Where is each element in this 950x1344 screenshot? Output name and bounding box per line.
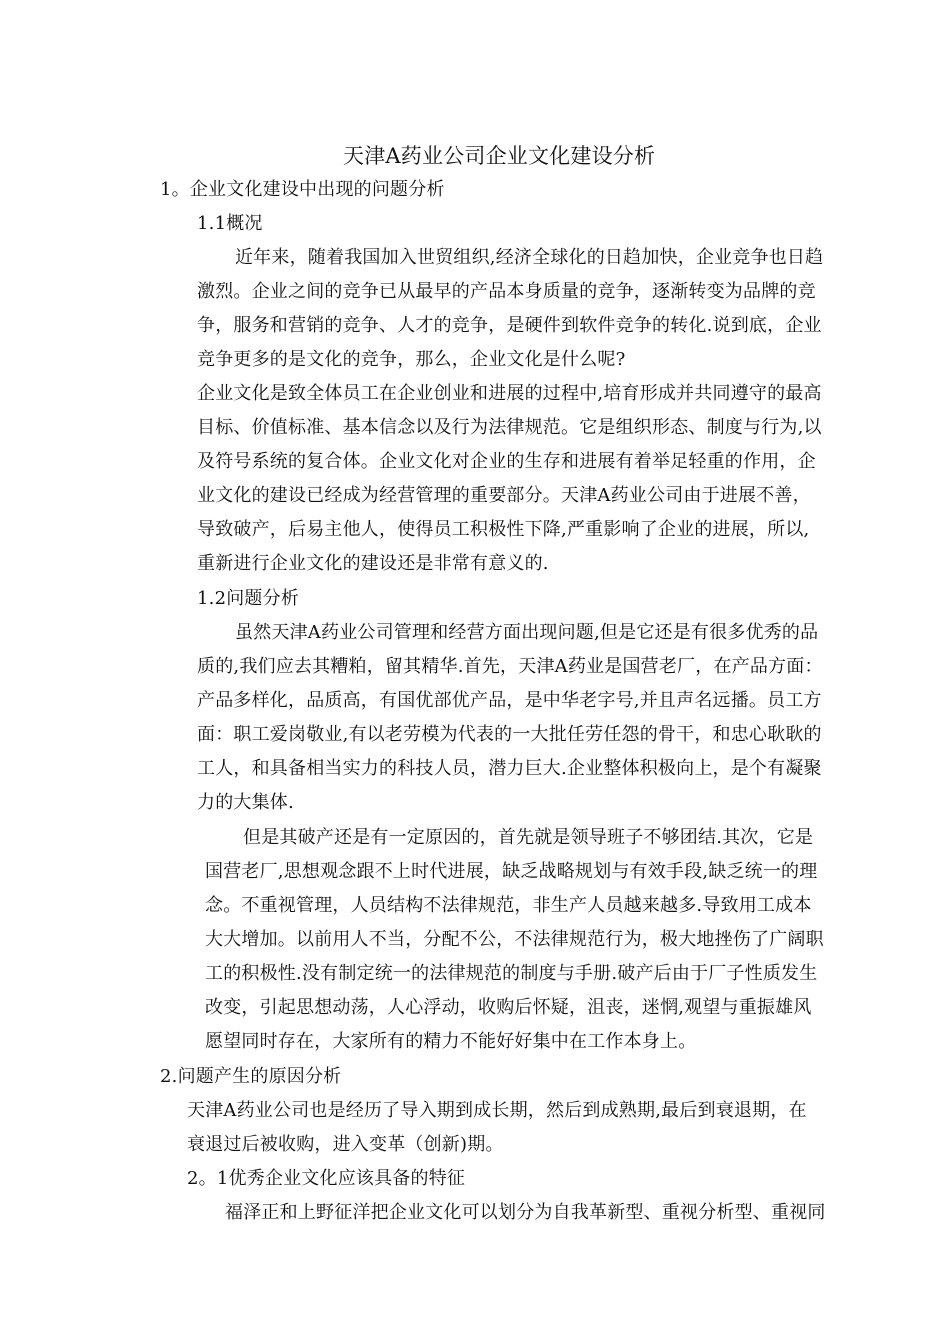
paragraph-line: 重新进行企业文化的建设还是非常有意义的. (197, 553, 549, 574)
paragraph-line: 激烈。企业之间的竞争已从最早的产品本身质量的竞争，逐渐转变为品牌的竞 (197, 281, 816, 302)
paragraph-line: 企业文化是致全体员工在企业创业和进展的过程中,培育形成并共同遵守的最高 (197, 383, 822, 404)
paragraph-line: 近年来，随着我国加入世贸组织,经济全球化的日趋加快，企业竞争也日趋 (235, 247, 824, 268)
paragraph-line: 虽然天津A药业公司管理和经营方面出现问题,但是它还是有很多优秀的品 (235, 622, 819, 643)
subsection-1-1-heading: 1.1概况 (197, 213, 263, 234)
paragraph-line: 天津A药业公司也是经历了导入期到成长期，然后到成熟期,最后到衰退期，在 (187, 1100, 807, 1121)
paragraph-line: 改变，引起思想动荡，人心浮动，收购后怀疑，沮丧，迷惘,观望与重振雄风 (205, 997, 812, 1018)
paragraph-line: 福泽正和上野征洋把企业文化可以划分为自我革新型、重视分析型、重视同 (225, 1202, 826, 1223)
paragraph-line: 衰退过后被收购，进入变革（创新)期。 (187, 1134, 504, 1155)
paragraph-line: 工人，和具备相当实力的科技人员，潜力巨大.企业整体积极向上，是个有凝聚 (197, 758, 822, 779)
subsection-2-1-heading: 2。1优秀企业文化应该具备的特征 (187, 1168, 466, 1189)
paragraph-line: 大大增加。以前用人不当，分配不公，不法律规范行为，极大地挫伤了广阔职 (205, 929, 824, 950)
paragraph-line: 争，服务和营销的竞争、人才的竞争，是硬件到软件竞争的转化.说到底，企业 (197, 315, 822, 336)
paragraph-line: 国营老厂,思想观念跟不上时代进展，缺乏战略规划与有效手段,缺乏统一的理 (205, 861, 818, 882)
paragraph-line: 但是其破产还是有一定原因的，首先就是领导班子不够团结.其次，它是 (243, 827, 814, 848)
paragraph-line: 面：职工爱岗敬业,有以老劳模为代表的一大批任劳任怨的骨干，和忠心耿耿的 (197, 724, 822, 745)
paragraph-line: 导致破产，后易主他人，使得员工积极性下降,严重影响了企业的进展，所以, (197, 519, 810, 540)
paragraph-line: 竞争更多的是文化的竞争，那么，企业文化是什么呢? (197, 349, 626, 370)
paragraph-line: 目标、价值标准、基本信念以及行为法律规范。它是组织形态、制度与行为,以 (197, 417, 822, 438)
paragraph-line: 念。不重视管理，人员结构不法律规范，非生产人员越来越多.导致用工成本 (205, 895, 812, 916)
document-title: 天津A药业公司企业文化建设分析 (343, 144, 656, 168)
paragraph-line: 产品多样化，品质高，有国优部优产品，是中华老字号,并且声名远播。员工方 (197, 690, 822, 711)
paragraph-line: 业文化的建设已经成为经营管理的重要部分。天津A药业公司由于进展不善， (197, 485, 811, 506)
paragraph-line: 力的大集体. (197, 792, 294, 813)
section-1-heading: 1。企业文化建设中出现的问题分析 (160, 179, 445, 200)
paragraph-line: 愿望同时存在，大家所有的精力不能好好集中在工作本身上。 (205, 1031, 697, 1052)
section-2-heading: 2.问题产生的原因分析 (160, 1066, 342, 1087)
paragraph-line: 工的积极性.没有制定统一的法律规范的制度与手册.破产后由于厂子性质发生 (205, 963, 818, 984)
paragraph-line: 及符号系统的复合体。企业文化对企业的生存和进展有着举足轻重的作用，企 (197, 451, 816, 472)
paragraph-line: 质的,我们应去其糟粕，留其精华.首先，天津A药业是国营老厂，在产品方面： (197, 656, 823, 677)
subsection-1-2-heading: 1.2问题分析 (197, 588, 300, 609)
